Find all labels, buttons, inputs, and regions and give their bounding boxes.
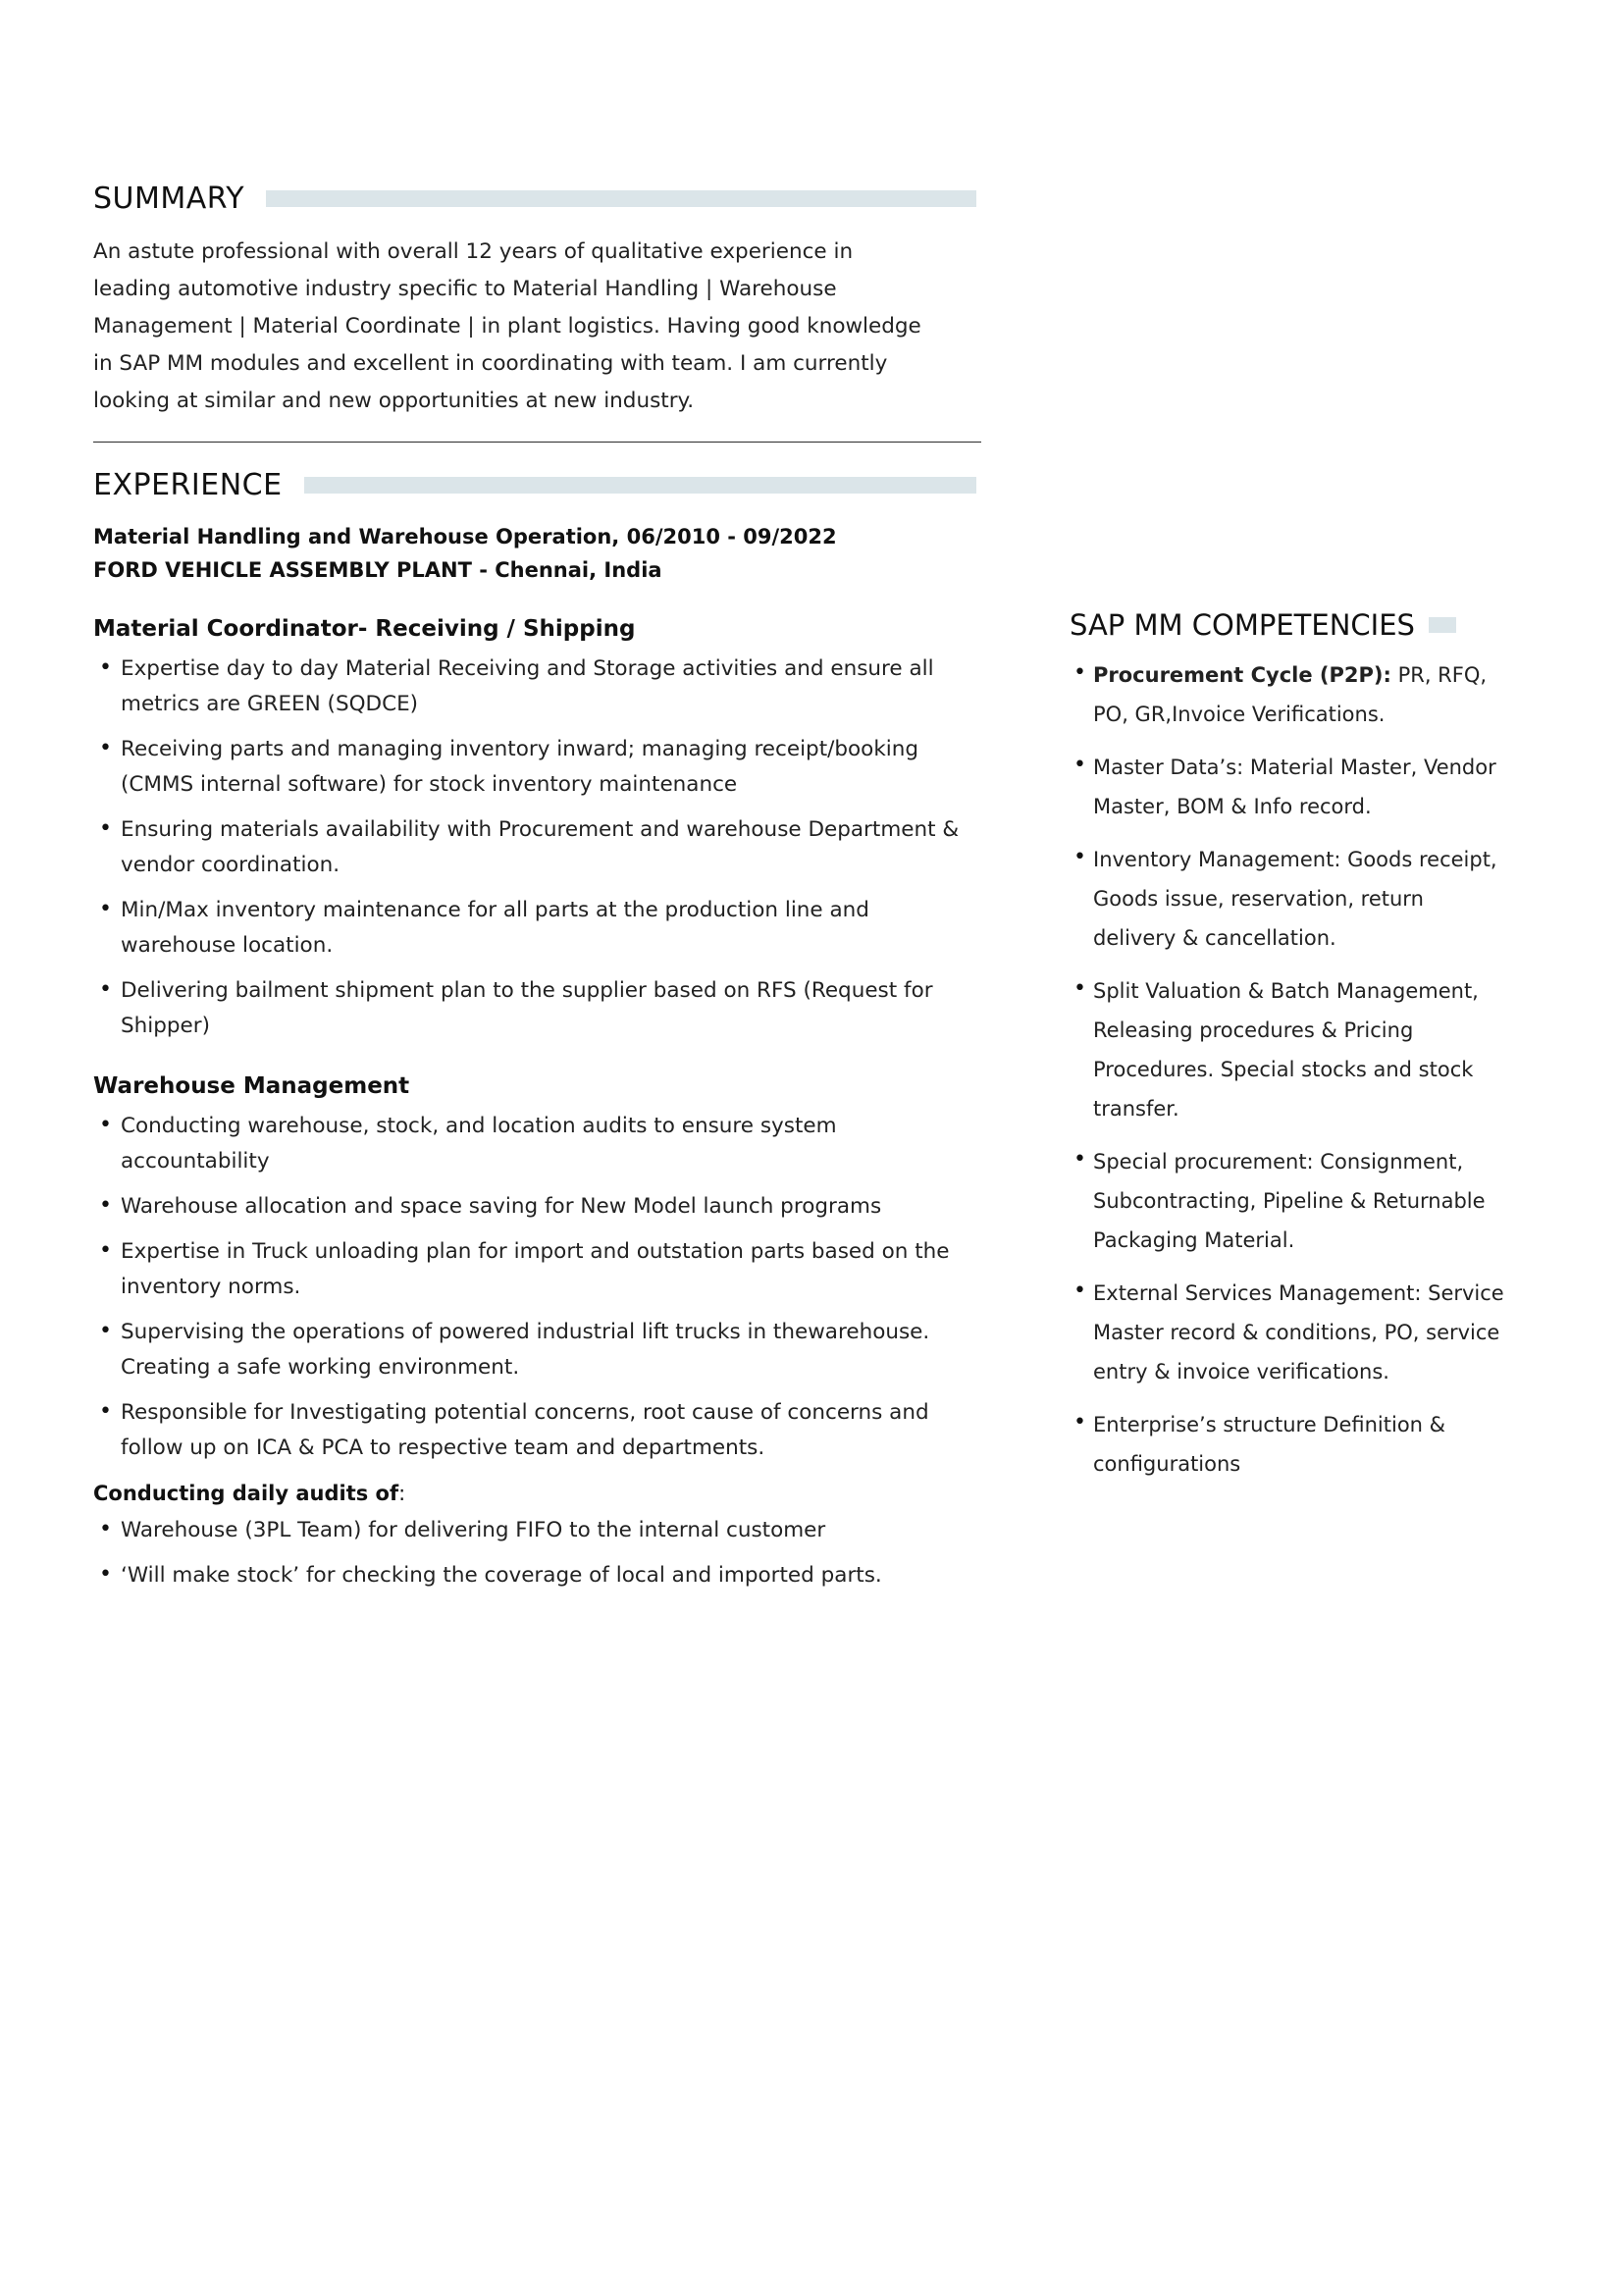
list-item [1070, 1405, 1511, 1484]
list-item [1070, 1274, 1511, 1391]
summary-section-header [93, 182, 976, 216]
list-item: • Expertise day to day Material Receiving and Storage activities and ensure all metrics are GREEN (SQDCE) [93, 652, 965, 722]
list-item: • Expertise in Truck unloading plan for import and outstation parts based on the inventory norms. [93, 1234, 965, 1305]
item-text: Inventory Management: Goods receipt, Goods issue, reservation, return delivery & cancellation. [1093, 848, 1497, 950]
list-item [1070, 748, 1511, 826]
experience-accent-bar [304, 477, 976, 494]
competencies-heading: SAP MM COMPETENCIES [1070, 608, 1415, 642]
list-item [1070, 971, 1511, 1128]
role-heading-warehouse-management: Warehouse Management [93, 1073, 410, 1099]
experience-heading: EXPERIENCE [93, 468, 283, 502]
competencies-list [1070, 655, 1511, 1484]
daily-audits-bullet-list [93, 1513, 976, 1593]
item-text: PR, RFQ, PO, GR,Invoice Verifications. [1093, 663, 1488, 726]
list-item [1070, 840, 1511, 958]
daily-audits-heading [93, 1476, 976, 1511]
item-text: Master Data’s: Material Master, Vendor Master, BOM & Info record. [1093, 756, 1496, 818]
item-bold: Procurement Cycle (P2P): [1093, 663, 1391, 687]
competencies-section-header [1070, 608, 1511, 642]
list-item: • Responsible for Investigating potential concerns, root cause of concerns and follow up on ICA & PCA to respective team and departments. [93, 1395, 965, 1466]
item-text: Special procurement: Consignment, Subcontracting, Pipeline & Returnable Packaging Material. [1093, 1150, 1486, 1252]
list-item: • ‘Will make stock’ for checking the coverage of local and imported parts. [93, 1558, 965, 1593]
summary-accent-bar [266, 190, 976, 207]
summary-heading: SUMMARY [93, 182, 245, 216]
list-item: • Warehouse (3PL Team) for delivering FIFO to the internal customer [93, 1513, 965, 1548]
left-column [93, 182, 976, 1603]
item-text: Enterprise’s structure Definition & configurations [1093, 1413, 1446, 1476]
list-item: • Conducting warehouse, stock, and location audits to ensure system accountability [93, 1109, 965, 1179]
summary-text: An astute professional with overall 12 years of qualitative experience in leading automotive industry specific to Material Handling | Warehouse Management | Material Coordinate | in plant logistics. Having good knowledge in SAP MM modules and excellent in coordinating with team. I am currently looking at similar and new opportunities at new industry. [93, 239, 921, 413]
list-item: • Delivering bailment shipment plan to the supplier based on RFS (Request for Shipper) [93, 973, 965, 1044]
list-item: • Warehouse allocation and space saving for New Model launch programs [93, 1189, 965, 1225]
summary-divider [93, 442, 981, 443]
item-text: Split Valuation & Batch Management, Releasing procedures & Pricing Procedures. Special stocks and stock transfer. [1093, 979, 1479, 1121]
role2-bullet-list [93, 1109, 976, 1466]
competencies-accent-bar [1429, 617, 1456, 633]
list-item [1070, 1142, 1511, 1260]
role1-bullet-list [93, 652, 976, 1044]
list-item: • Receiving parts and managing inventory inward; managing receipt/booking (CMMS internal software) for stock inventory maintenance [93, 732, 965, 803]
list-item: • Min/Max inventory maintenance for all parts at the production line and warehouse location. [93, 893, 965, 964]
list-item: • Ensuring materials availability with Procurement and warehouse Department & vendor coordination. [93, 812, 965, 883]
job-title: Material Handling and Warehouse Operation, 06/2010 - 09/2022 [93, 525, 837, 548]
experience-section-header [93, 468, 976, 502]
role-heading-receiving-shipping: Material Coordinator- Receiving / Shipping [93, 616, 636, 642]
list-item [1070, 655, 1511, 734]
daily-audits-heading-rest: : [398, 1482, 406, 1505]
right-column [1070, 608, 1511, 1497]
daily-audits-heading-bold: Conducting daily audits of [93, 1482, 399, 1505]
job-company: FORD VEHICLE ASSEMBLY PLANT - Chennai, India [93, 558, 662, 582]
item-text: External Services Management: Service Master record & conditions, PO, service entry & invoice verifications. [1093, 1281, 1504, 1383]
list-item: • Supervising the operations of powered industrial lift trucks in thewarehouse. Creating a safe working environment. [93, 1315, 965, 1385]
